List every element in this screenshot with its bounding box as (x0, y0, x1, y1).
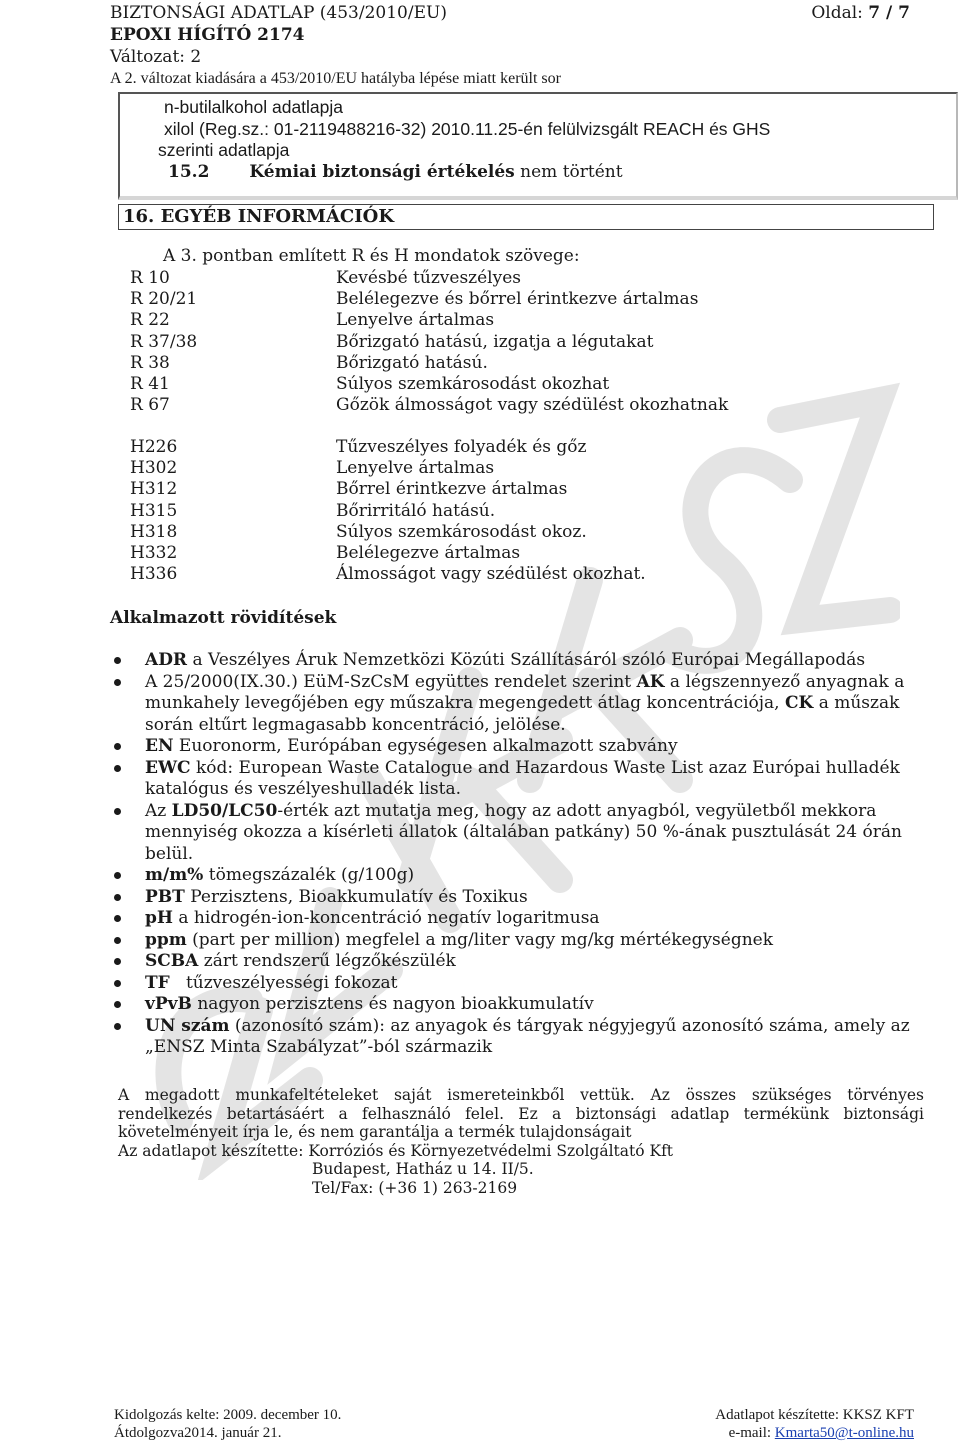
h-row (130, 479, 646, 500)
h-code: H315 (130, 500, 178, 521)
section-title: Kémiai biztonsági értékelés (249, 162, 515, 182)
author-label: Adatlapot készítette: KKSZ KFT (715, 1407, 914, 1423)
section-number: 15.2 (168, 162, 210, 182)
list-item: UN szám (azonosító szám): az anyagok és tárgyak négyjegyű azonosító száma, amely az „ENSZ Minta Szabályzat”-ból származik (110, 1016, 930, 1059)
r-text: Súlyos szemkárosodást okozhat (336, 373, 610, 394)
r-text: Bőrizgató hatású, izgatja a légutakat (336, 331, 654, 352)
created-date: Kidolgozás kelte: 2009. december 10. (114, 1407, 342, 1423)
source-line: xilol (Reg.sz.: 01-2119488216-32) 2010.11.25-én felülvizsgált REACH és GHS (164, 119, 771, 139)
product-name: EPOXI HÍGÍTÓ 2174 (110, 25, 305, 45)
list-item: Az LD50/LC50-érték azt mutatja meg, hogy az adott anyagból, vegyületből mekkora mennyiség okozza a kísérleti állatok (általában patkány) 50 %-ának pusztulását 24 órán belül. (110, 801, 930, 866)
r-code: R 41 (130, 373, 170, 394)
source-line: n-butilalkohol adatlapja (164, 97, 344, 117)
revision-note: A 2. változat kiadására a 453/2010/EU hatályba lépése miatt került sor (110, 70, 561, 87)
list-item: TF tűzveszélyességi fokozat (110, 973, 930, 995)
h-text: Bőrrel érintkezve ártalmas (336, 479, 568, 500)
r-code: R 38 (130, 352, 170, 373)
list-item: EN Euoronorm, Európában egységesen alkalmazott szabvány (110, 736, 930, 758)
sources-box (118, 92, 958, 200)
list-item: m/m% tömegszázalék (g/100g) (110, 865, 930, 887)
h-row (130, 543, 646, 564)
list-item: EWC kód: European Waste Catalogue and Hazardous Waste List azaz Európai hulladék katalógus és veszélyeshulladék lista. (110, 758, 930, 801)
h-row (130, 522, 646, 543)
h-text: Súlyos szemkárosodást okoz. (336, 521, 587, 542)
h-text: Bőrirritáló hatású. (336, 500, 496, 521)
r-code: R 67 (130, 395, 170, 416)
h-code: H318 (130, 521, 178, 542)
section-status: nem történt (520, 162, 623, 182)
h-code: H312 (130, 479, 178, 500)
preparer-phone: Tel/Fax: (+36 1) 263-2169 (312, 1178, 518, 1197)
h-row (130, 437, 646, 458)
document-header (110, 2, 910, 90)
preparer-address: Budapest, Hatház u 14. II/5. (312, 1160, 534, 1179)
closing-line: A megadott munkafeltételeket saját ismereteinkből vettük. Az összes szükséges törvényes (118, 1086, 924, 1104)
revised-date: Átdolgozva2014. január 21. (114, 1425, 282, 1441)
h-text: Tűzveszélyes folyadék és gőz (336, 437, 587, 457)
h-code: H302 (130, 458, 178, 479)
r-row (130, 268, 728, 289)
r-code: R 10 (130, 268, 170, 288)
r-text: Gőzök álmosságot vagy szédülést okozhatnak (336, 395, 729, 416)
h-row (130, 458, 646, 479)
document-title: BIZTONSÁGI ADATLAP (453/2010/EU) (110, 3, 447, 23)
r-text: Bőrizgató hatású. (336, 352, 488, 373)
r-row (130, 332, 728, 353)
closing-line: követelményeit írja le, és nem garantálja a termék tulajdonságait (118, 1123, 632, 1142)
list-item: pH a hidrogén-ion-koncentráció negatív logaritmusa (110, 908, 930, 930)
email-info: e-mail: Kmarta50@t-online.hu (728, 1425, 914, 1441)
document-footer (114, 1406, 914, 1442)
page-indicator: Oldal: 7 / 7 (811, 3, 910, 23)
source-line: szerinti adatlapja (158, 140, 290, 160)
r-text: Belélegezve és bőrrel érintkezve ártalmas (336, 289, 699, 310)
r-row (130, 395, 728, 416)
version-label: Változat: 2 (110, 47, 202, 67)
r-row (130, 310, 728, 331)
list-item: ADR a Veszélyes Áruk Nemzetközi Közúti Szállításáról szóló Európai Megállapodás (110, 650, 930, 672)
r-code: R 37/38 (130, 331, 198, 352)
h-code: H226 (130, 437, 178, 457)
r-code: R 20/21 (130, 289, 198, 310)
list-item: SCBA zárt rendszerű légzőkészülék (110, 951, 930, 973)
preparer-line: Az adatlapot készítette: Korróziós és Környezetvédelmi Szolgáltató Kft (118, 1141, 674, 1160)
section-15-2 (168, 161, 623, 183)
phrases-intro: A 3. pontban említett R és H mondatok szövege: (163, 246, 580, 266)
email-link[interactable]: Kmarta50@t-online.hu (774, 1425, 914, 1441)
h-text: Belélegezve ártalmas (336, 542, 521, 563)
r-phrases-table (130, 268, 728, 416)
page-number: 7 / 7 (868, 3, 910, 23)
r-code: R 22 (130, 310, 170, 331)
section-16-heading: 16. EGYÉB INFORMÁCIÓK (118, 204, 934, 230)
r-text: Lenyelve ártalmas (336, 310, 495, 331)
list-item: A 25/2000(IX.30.) EüM-SzCsM együttes rendelet szerint AK a légszennyező anyagnak a munkahely levegőjében egy műszakra megengedett átlag koncentrációja, CK a műszak során eltűrt legmagasabb koncentráció, jelölése. (110, 672, 930, 737)
r-text: Kevésbé tűzveszélyes (336, 268, 522, 288)
closing-line: rendelkezés betartásáért a felhasználó felel. Ez a biztonsági adatlap termékünk biztonsági (118, 1104, 924, 1123)
h-text: Álmosságot vagy szédülést okozhat. (336, 564, 646, 585)
r-row (130, 289, 728, 310)
list-item: PBT Perzisztens, Bioakkumulatív és Toxikus (110, 887, 930, 909)
r-row (130, 374, 728, 395)
h-code: H336 (130, 564, 178, 585)
h-row (130, 564, 646, 585)
h-code: H332 (130, 542, 178, 563)
list-item: ppm (part per million) megfelel a mg/liter vagy mg/kg mértékegységnek (110, 930, 930, 952)
closing-statement (118, 1086, 924, 1198)
abbreviations-title: Alkalmazott rövidítések (110, 608, 337, 628)
abbreviations-list (110, 650, 930, 1059)
h-phrases-table (130, 437, 646, 585)
r-row (130, 353, 728, 374)
list-item: vPvB nagyon perzisztens és nagyon bioakkumulatív (110, 994, 930, 1016)
h-row (130, 501, 646, 522)
h-text: Lenyelve ártalmas (336, 458, 495, 479)
